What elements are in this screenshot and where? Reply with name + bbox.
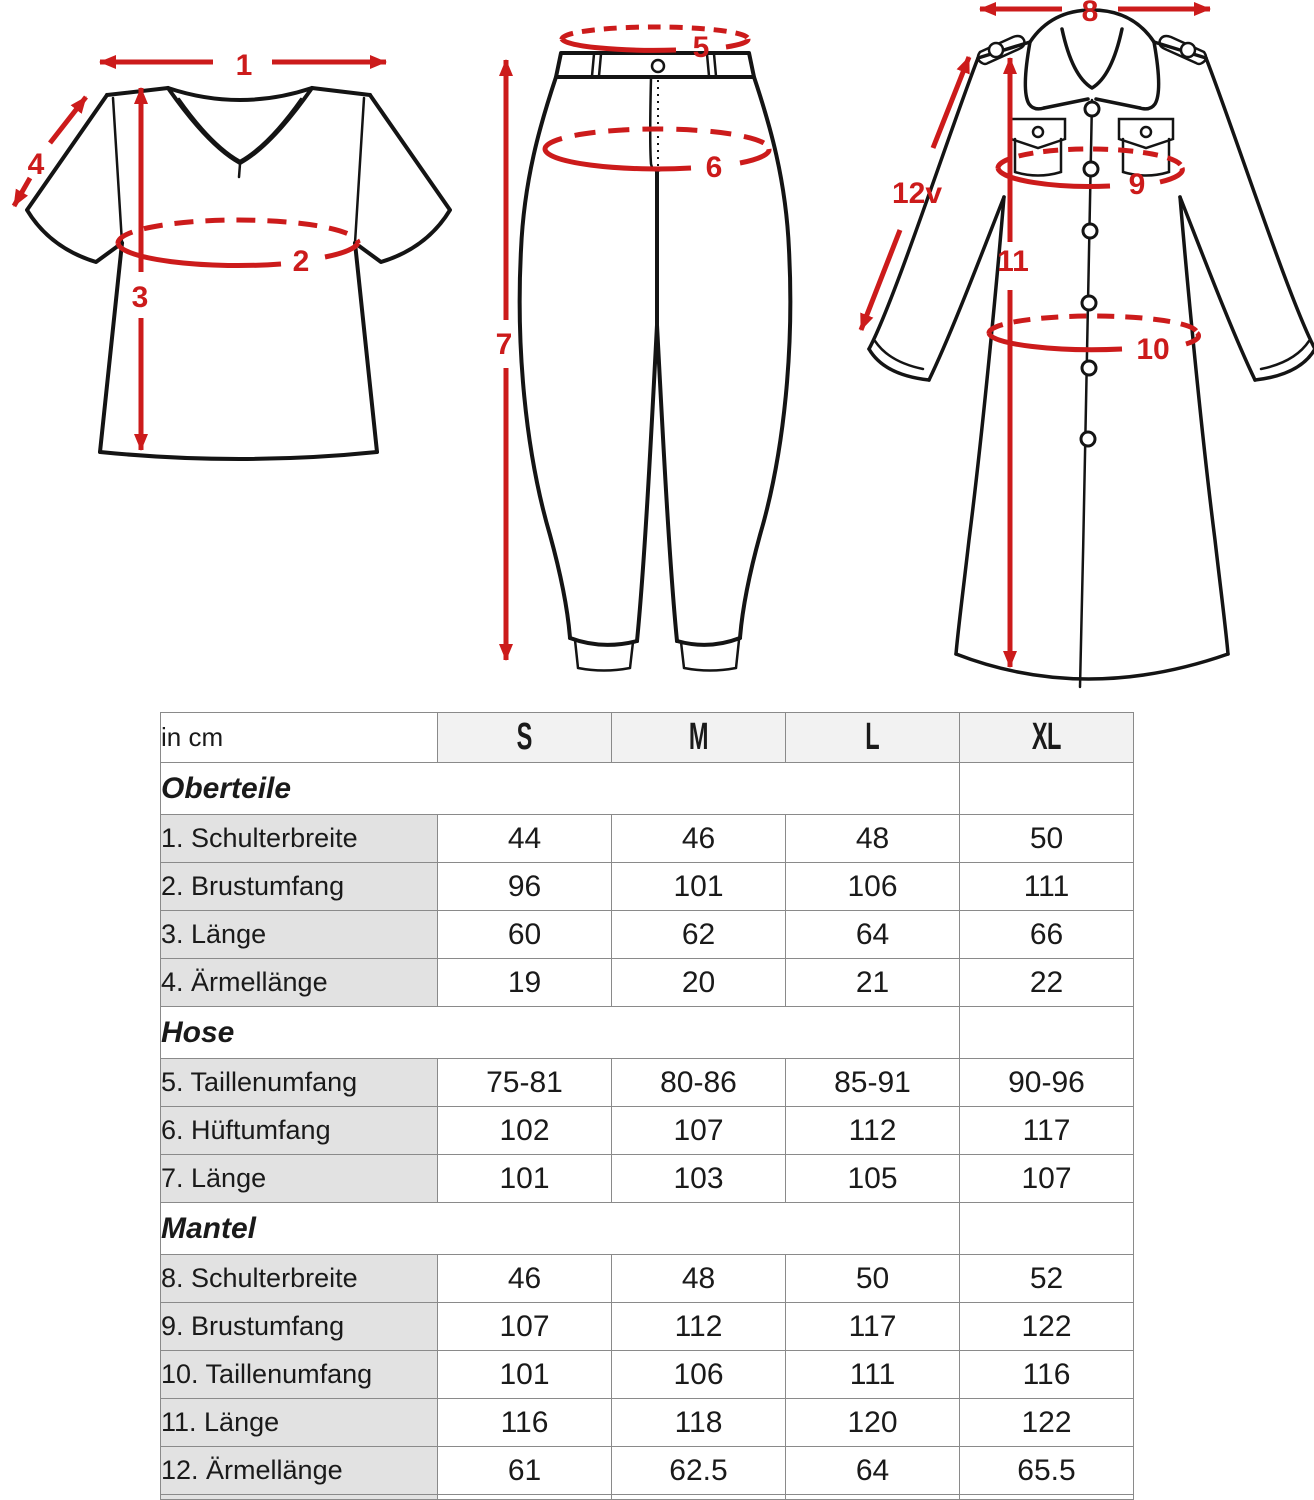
waist-ellipse-dashed bbox=[562, 27, 748, 39]
size-value-cell: 105 bbox=[786, 1155, 960, 1203]
size-value-cell: 116 bbox=[960, 1351, 1134, 1399]
size-value-cell: 101 bbox=[438, 1155, 612, 1203]
section-row bbox=[161, 1203, 1134, 1255]
coat-length-label: 11 bbox=[997, 245, 1029, 278]
coat-waist-ellipse-dashed bbox=[989, 316, 1197, 333]
row-label: 3. Länge bbox=[161, 911, 438, 959]
size-value-cell: 101 bbox=[438, 1351, 612, 1399]
size-value-cell: 64 bbox=[786, 1447, 960, 1495]
size-value-cell: 96 bbox=[438, 863, 612, 911]
row-label: 12. Ärmellänge bbox=[161, 1447, 438, 1495]
section-row bbox=[161, 763, 1134, 815]
table-row bbox=[161, 1351, 1134, 1399]
size-value-cell: 107 bbox=[612, 1107, 786, 1155]
section-title: Hose bbox=[161, 1007, 960, 1059]
chest-ellipse-dashed bbox=[118, 220, 358, 243]
coat-measurement-diagram bbox=[855, 0, 1314, 700]
size-value-cell: 90-96 bbox=[960, 1059, 1134, 1107]
tshirt-measurement-diagram bbox=[0, 0, 460, 480]
row-label: 11. Länge bbox=[161, 1399, 438, 1447]
size-header-m: M bbox=[612, 713, 786, 763]
size-value-cell: 117 bbox=[960, 1107, 1134, 1155]
hip-ellipse-solid-left bbox=[545, 149, 691, 169]
section-title: Oberteile bbox=[161, 763, 960, 815]
table-row bbox=[161, 911, 1134, 959]
size-value-cell: 80-86 bbox=[612, 1059, 786, 1107]
size-value-cell: 85-91 bbox=[786, 1059, 960, 1107]
size-value-cell: 117 bbox=[786, 1303, 960, 1351]
size-value-cell: 106 bbox=[612, 1351, 786, 1399]
partial-cell bbox=[161, 1495, 438, 1500]
coat-epaulette-right bbox=[1160, 36, 1207, 64]
table-row bbox=[161, 1399, 1134, 1447]
table-row bbox=[161, 959, 1134, 1007]
size-value-cell: 52 bbox=[960, 1255, 1134, 1303]
table-row bbox=[161, 1059, 1134, 1107]
size-value-cell: 107 bbox=[438, 1303, 612, 1351]
coat-sleeve-label: 12v bbox=[891, 177, 943, 210]
size-value-cell: 46 bbox=[438, 1255, 612, 1303]
row-label: 10. Taillenumfang bbox=[161, 1351, 438, 1399]
table-row bbox=[161, 1447, 1134, 1495]
hip-ellipse-dashed bbox=[545, 129, 769, 149]
coat-shoulder-label: 8 bbox=[1081, 0, 1099, 28]
size-value-cell: 122 bbox=[960, 1303, 1134, 1351]
row-label: 8. Schulterbreite bbox=[161, 1255, 438, 1303]
size-value-cell: 116 bbox=[438, 1399, 612, 1447]
partial-row bbox=[161, 1495, 1134, 1500]
size-value-cell: 50 bbox=[960, 815, 1134, 863]
size-value-cell: 61 bbox=[438, 1447, 612, 1495]
table-row bbox=[161, 863, 1134, 911]
size-value-cell: 64 bbox=[786, 911, 960, 959]
size-value-cell: 50 bbox=[786, 1255, 960, 1303]
table-row bbox=[161, 815, 1134, 863]
unit-label-cell: in cm bbox=[161, 713, 438, 763]
size-header-s: S bbox=[438, 713, 612, 763]
size-value-cell: 118 bbox=[612, 1399, 786, 1447]
pants-button bbox=[652, 60, 664, 72]
coat-chest-label: 9 bbox=[1128, 168, 1146, 201]
size-value-cell: 120 bbox=[786, 1399, 960, 1447]
chest-ellipse-solid-right bbox=[325, 243, 358, 257]
coat-sleeve-arrow-down bbox=[861, 230, 900, 330]
row-label: 5. Taillenumfang bbox=[161, 1059, 438, 1107]
size-value-cell: 122 bbox=[960, 1399, 1134, 1447]
coat-epaulette-left bbox=[978, 36, 1025, 64]
row-label: 1. Schulterbreite bbox=[161, 815, 438, 863]
size-value-cell: 48 bbox=[612, 1255, 786, 1303]
size-value-cell: 106 bbox=[786, 863, 960, 911]
size-value-cell: 62.5 bbox=[612, 1447, 786, 1495]
sleeve-arrow-down bbox=[14, 178, 30, 206]
partial-cell bbox=[960, 1495, 1134, 1500]
partial-cell bbox=[786, 1495, 960, 1500]
tshirt-outline bbox=[27, 88, 450, 459]
size-value-cell: 111 bbox=[786, 1351, 960, 1399]
partial-cell bbox=[438, 1495, 612, 1500]
size-value-cell: 112 bbox=[612, 1303, 786, 1351]
section-row bbox=[161, 1007, 1134, 1059]
size-header-xl: XL bbox=[960, 713, 1134, 763]
coat-pocket-right bbox=[1119, 119, 1173, 176]
tshirt-shoulder-label: 1 bbox=[235, 49, 253, 82]
size-table bbox=[160, 712, 1134, 1500]
size-value-cell: 62 bbox=[612, 911, 786, 959]
table-header-row bbox=[161, 713, 1134, 763]
size-value-cell: 101 bbox=[612, 863, 786, 911]
size-value-cell: 22 bbox=[960, 959, 1134, 1007]
size-value-cell: 48 bbox=[786, 815, 960, 863]
pants-measurement-diagram bbox=[440, 0, 870, 700]
row-label: 6. Hüftumfang bbox=[161, 1107, 438, 1155]
coat-pocket-left bbox=[1011, 119, 1065, 176]
size-value-cell: 103 bbox=[612, 1155, 786, 1203]
size-value-cell: 112 bbox=[786, 1107, 960, 1155]
size-value-cell: 19 bbox=[438, 959, 612, 1007]
size-value-cell: 44 bbox=[438, 815, 612, 863]
table-row bbox=[161, 1303, 1134, 1351]
table-row bbox=[161, 1155, 1134, 1203]
pants-hip-label: 6 bbox=[705, 151, 723, 184]
coat-waist-label: 10 bbox=[1136, 333, 1170, 366]
coat-chest-ellipse-solid-right bbox=[1160, 168, 1182, 182]
row-label: 2. Brustumfang bbox=[161, 863, 438, 911]
table-row bbox=[161, 1255, 1134, 1303]
size-header-l: L bbox=[786, 713, 960, 763]
waist-ellipse-solid-right bbox=[726, 39, 748, 47]
pants-outline bbox=[520, 53, 791, 671]
hip-ellipse-solid-right bbox=[740, 149, 769, 163]
row-label: 4. Ärmellänge bbox=[161, 959, 438, 1007]
size-value-cell: 20 bbox=[612, 959, 786, 1007]
size-value-cell: 66 bbox=[960, 911, 1134, 959]
size-value-cell: 107 bbox=[960, 1155, 1134, 1203]
table-row bbox=[161, 1107, 1134, 1155]
partial-cell bbox=[612, 1495, 786, 1500]
size-value-cell: 111 bbox=[960, 863, 1134, 911]
size-value-cell: 46 bbox=[612, 815, 786, 863]
section-empty-cell bbox=[960, 1203, 1134, 1255]
tshirt-chest-label: 2 bbox=[292, 245, 310, 278]
size-value-cell: 102 bbox=[438, 1107, 612, 1155]
section-title: Mantel bbox=[161, 1203, 960, 1255]
pants-measurements bbox=[496, 27, 769, 660]
tshirt-length-label: 3 bbox=[131, 281, 149, 314]
size-value-cell: 21 bbox=[786, 959, 960, 1007]
section-empty-cell bbox=[960, 763, 1134, 815]
row-label: 9. Brustumfang bbox=[161, 1303, 438, 1351]
size-table-body bbox=[161, 763, 1134, 1500]
section-empty-cell bbox=[960, 1007, 1134, 1059]
size-value-cell: 60 bbox=[438, 911, 612, 959]
size-value-cell: 65.5 bbox=[960, 1447, 1134, 1495]
pants-length-label: 7 bbox=[495, 328, 513, 361]
row-label: 7. Länge bbox=[161, 1155, 438, 1203]
tshirt-sleeve-label: 4 bbox=[27, 148, 45, 181]
waist-ellipse-solid-left bbox=[562, 39, 676, 50]
size-value-cell: 75-81 bbox=[438, 1059, 612, 1107]
pants-waist-label: 5 bbox=[692, 31, 710, 64]
